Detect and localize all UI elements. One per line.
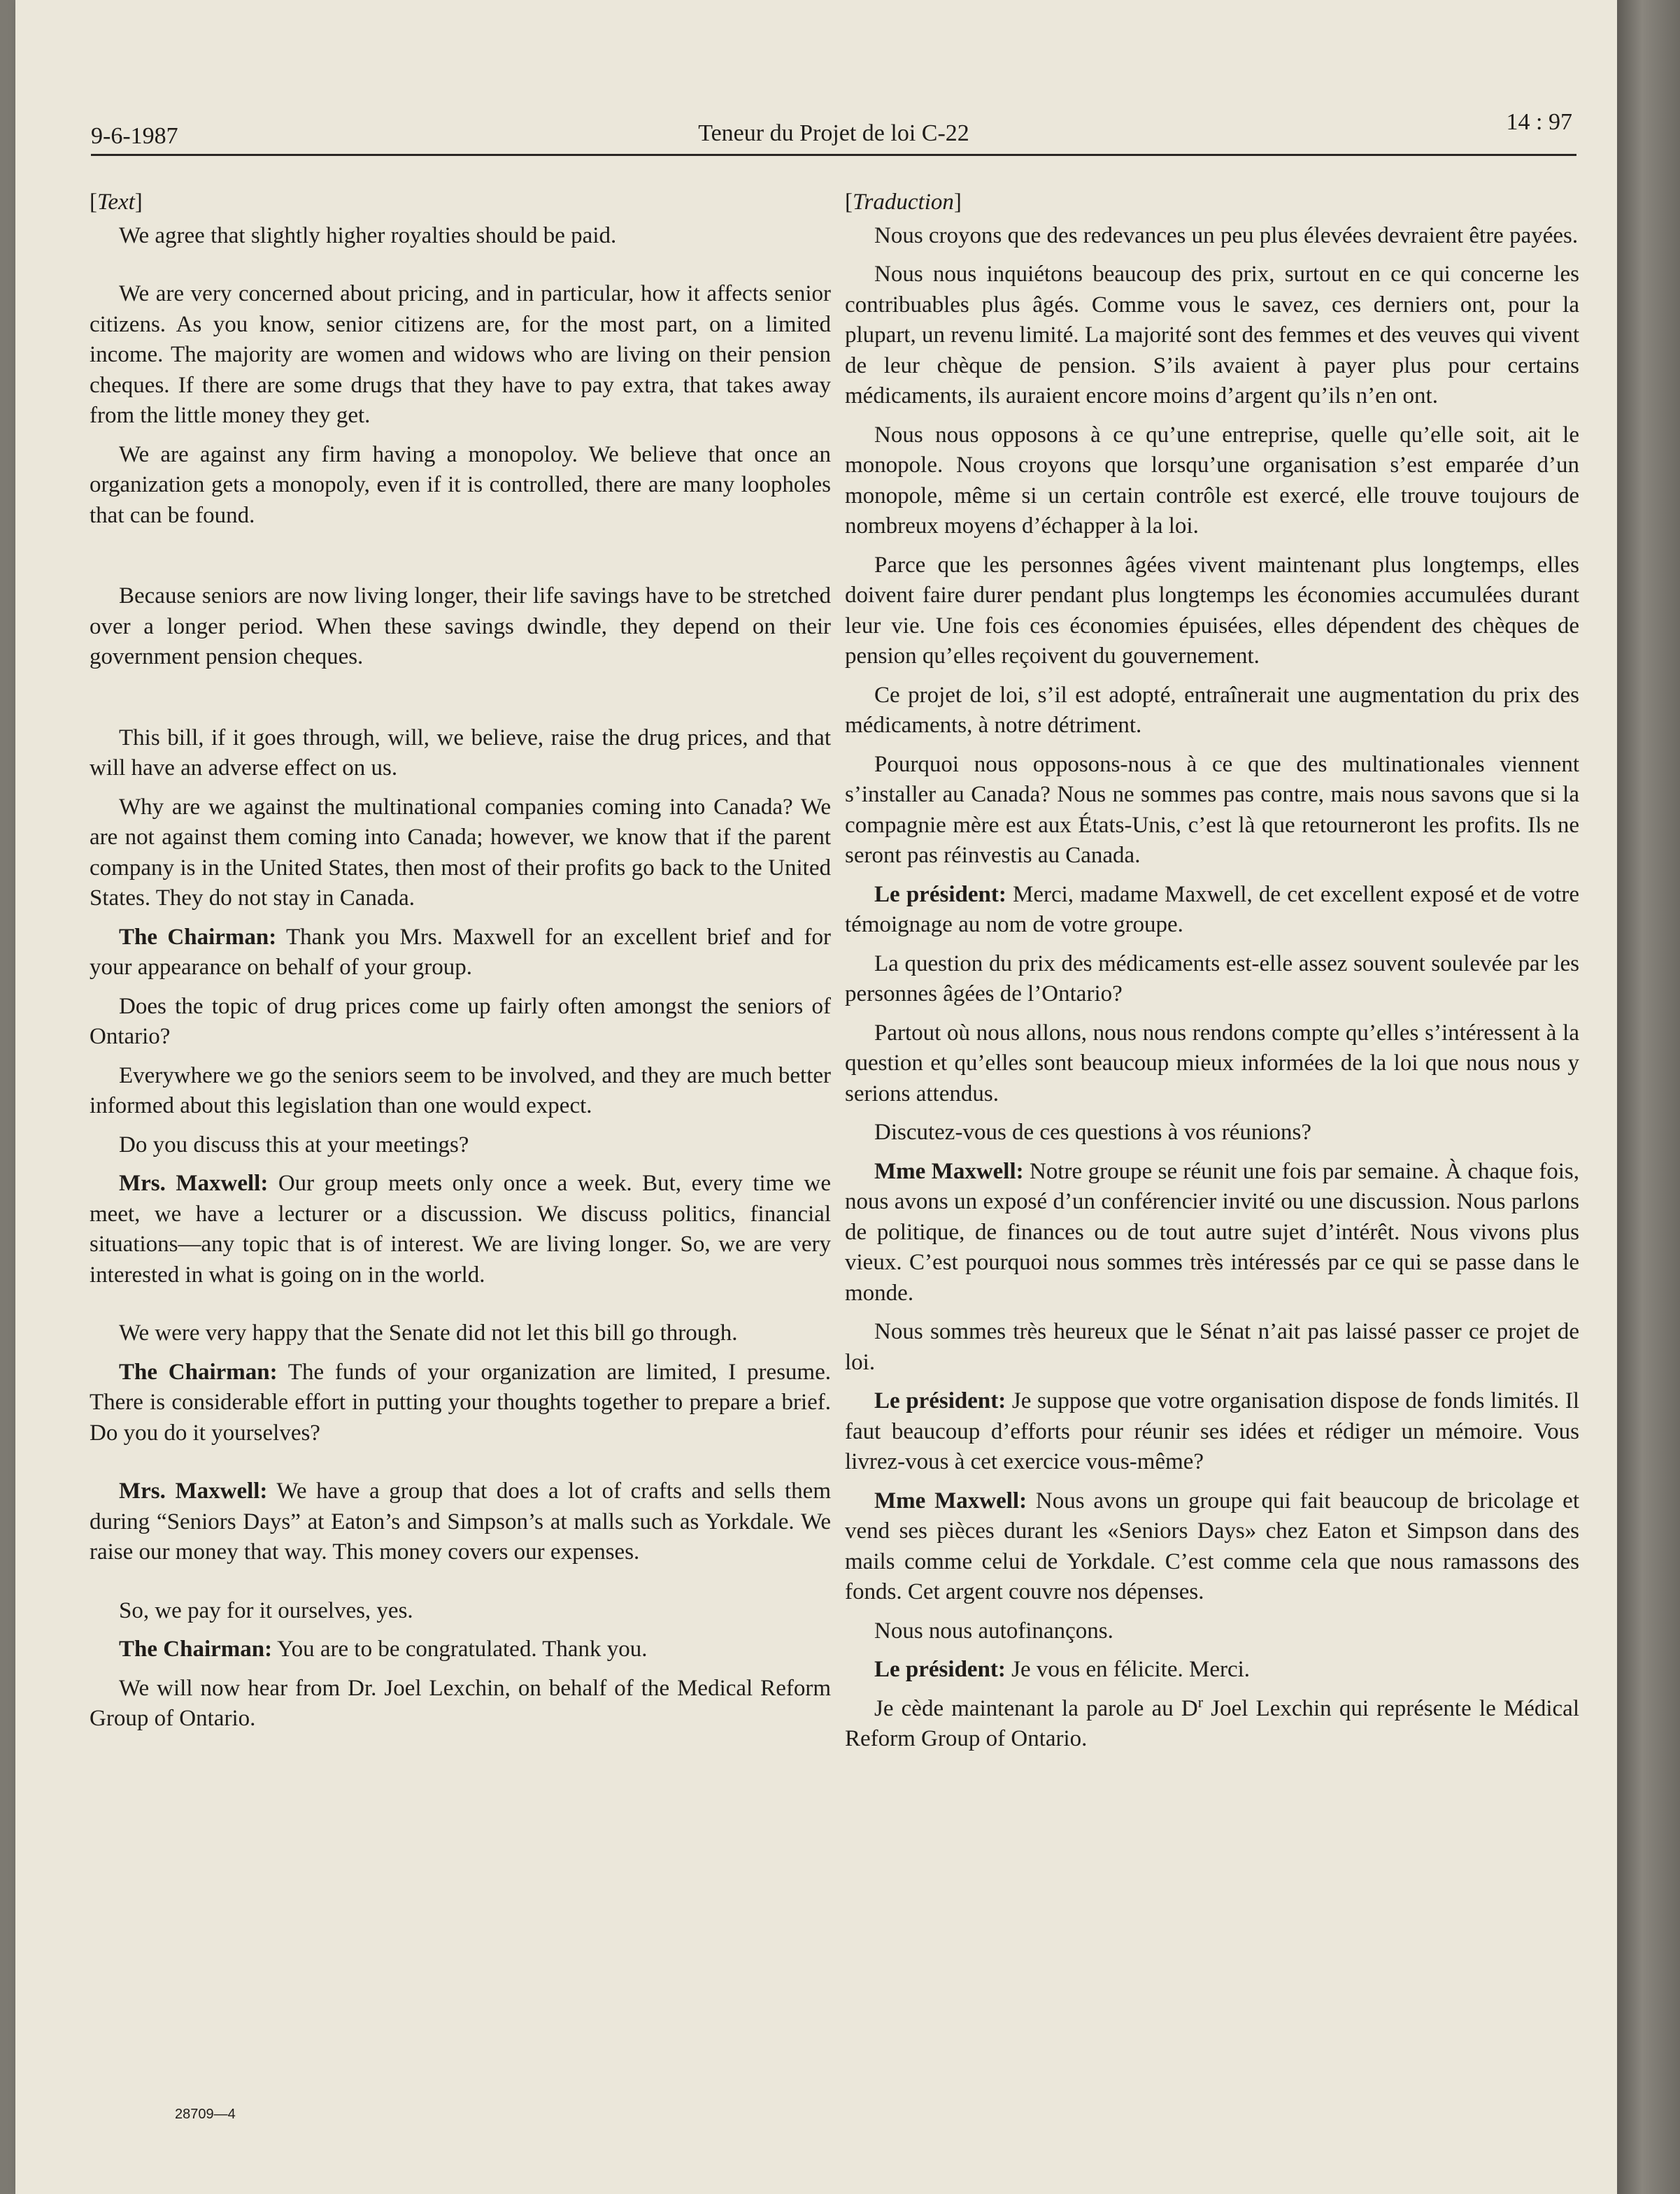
paragraph: This bill, if it goes through, will, we believe, raise the drug prices, and that will have an adverse effect on us. [90, 725, 831, 781]
speaker-paragraph: Le président: Je suppose que votre organisation dispose de fonds limités. Il faut beaucoup d’efforts pour réunir ses idées et rédiger un mémoire. Vous livrez-vous à cet exercice vous-même? [845, 1388, 1579, 1474]
paragraph: Everywhere we go the seniors seem to be involved, and they are much better informed about this legislation than one would expect. [90, 1062, 831, 1118]
speaker-paragraph: The Chairman: The funds of your organization are limited, I presume. There is considerable effort in putting your thoughts together to prepare a brief. Do you do it yourselves? [90, 1359, 831, 1446]
speaker-paragraph: Mme Maxwell: Notre groupe se réunit une fois par semaine. À chaque fois, nous avons un exposé d’un conférencier invité ou une discussion. Nous parlons de politique, de finances ou de tout autre sujet d’intérêt. Nous vivons plus vieux. C’est pourquoi nous sommes très intéressés par ce qui se passe dans le monde. [845, 1158, 1579, 1306]
speaker-paragraph: Le président: Je vous en félicite. Merci. [874, 1657, 1251, 1682]
paragraph: Discutez-vous de ces questions à vos réunions? [874, 1120, 1312, 1145]
paragraph: Nous nous opposons à ce qu’une entreprise, quelle qu’elle soit, ait le monopole. Nous croyons que lorsqu’une organisation s’est emparée d’un monopole, même si un certain contrôle est exercé, elle trouve toujours de nombreux moyens d’échapper à la loi. [845, 422, 1579, 539]
paragraph: We will now hear from Dr. Joel Lexchin, on behalf of the Medical Reform Group of Ontario. [90, 1675, 831, 1731]
page-edge-shadow [1617, 0, 1680, 2194]
speaker-label: Le président: [874, 881, 1006, 907]
paragraph: Je cède maintenant la parole au $D^r$ Joel Lexchin qui représente le Médical Reform Group of Ontario. [845, 1693, 1579, 1751]
document-page [15, 0, 1617, 2194]
paragraph: So, we pay for it ourselves, yes. [119, 1597, 413, 1623]
header-date: 9-6-1987 [91, 123, 178, 149]
speaker-label: Mrs. Maxwell: [119, 1171, 269, 1196]
speaker-paragraph: The Chairman: You are to be congratulated. Thank you. [119, 1637, 648, 1662]
paragraph: Pourquoi nous opposons-nous à ce que des multinationales viennent s’installer au Canada? Nous ne sommes pas contre, mais nous savons que si la compagnie mère est aux États-Unis, c’est là que retourneront les profits. Ils ne seront pas réinvestis au Canada. [845, 751, 1579, 868]
paragraph: We were very happy that the Senate did not let this bill go through. [119, 1320, 738, 1346]
page-header [91, 105, 1576, 156]
column-tag: [Traduction] [845, 190, 962, 215]
speaker-label: Le président: [874, 1388, 1006, 1413]
paragraph: Parce que les personnes âgées vivent maintenant plus longtemps, elles doivent faire durer pendant plus longtemps les économies accumulées durant leur vie. Une fois ces économies épuisées, elles dépendent des chèques de pension qu’elles reçoivent du gouvernement. [845, 552, 1579, 669]
paragraph: La question du prix des médicaments est-elle assez souvent soulevée par les personnes âgées de l’Ontario? [845, 950, 1579, 1006]
speaker-paragraph: Mme Maxwell: Nous avons un groupe qui fait beaucoup de bricolage et vend ses pièces durant les «Seniors Days» chez Eaton et Simpson dans des mails comme celui de Yorkdale. C’est comme cela que nous ramassons des fonds. Cet argent couvre nos dépenses. [845, 1488, 1579, 1604]
speaker-paragraph: Mrs. Maxwell: Our group meets only once a week. But, every time we meet, we have a lecturer or a discussion. We discuss politics, financial situations—any topic that is of interest. We are living longer. So, we are very interested in what is going on in the world. [90, 1171, 831, 1288]
paragraph: Nous nous autofinançons. [874, 1618, 1113, 1644]
french-column [845, 187, 1579, 1763]
column-tag: [Text] [90, 190, 143, 215]
speaker-label: Mme Maxwell: [874, 1158, 1024, 1184]
paragraph: Because seniors are now living longer, their life savings have to be stretched over a longer period. When these savings dwindle, they depend on their government pension cheques. [90, 583, 831, 669]
paragraph: We are against any firm having a monopoloy. We believe that once an organization gets a monopoly, even if it is controlled, there are many loopholes that can be found. [90, 441, 831, 528]
speaker-label: The Chairman: [119, 1359, 278, 1385]
speaker-paragraph: Mrs. Maxwell: We have a group that does a lot of crafts and sells them during “Seniors Days” at Eaton’s and Simpson’s at malls such as Yorkdale. We raise our money that way. This money covers our expenses. [90, 1479, 831, 1565]
speaker-paragraph: The Chairman: Thank you Mrs. Maxwell for an excellent brief and for your appearance on behalf of your group. [90, 924, 832, 980]
paragraph: We agree that slightly higher royalties should be paid. [119, 222, 617, 248]
paragraph: Partout où nous allons, nous nous rendons compte qu’elles s’intéressent à la question et qu’elles sont beaucoup mieux informées de la loi que nous nous y serions attendus. [845, 1020, 1579, 1106]
paragraph: We are very concerned about pricing, and in particular, how it affects senior citizens. As you know, senior citizens are, for the most part, on a limited income. The majority are women and widows who are living on their pension cheques. If there are some drugs that they have to pay extra, that takes away from the little money they get. [90, 281, 831, 428]
paragraph: Why are we against the multinational companies coming into Canada? We are not against them coming into Canada; however, we know that if the parent company is in the United States, then most of their profits go back to the United States. They do not stay in Canada. [90, 794, 831, 911]
speaker-label: The Chairman: [119, 1637, 273, 1662]
speaker-label: The Chairman: [119, 924, 277, 950]
paragraph: Nous nous inquiétons beaucoup des prix, surtout en ce qui concerne les contribuables plus âgés. Comme vous le savez, ces derniers ont, pour la plupart, un revenu limité. La majorité sont des femmes et des veuves qui vivent de leur chèque de pension. S’ils avaient à payer plus pour certains médicaments, ils auraient encore moins d’argent qu’ils n’en ont. [845, 262, 1579, 408]
english-column [90, 187, 831, 1743]
speaker-label: Le président: [874, 1657, 1006, 1682]
paragraph: Nous sommes très heureux que le Sénat n’ait pas laissé passer ce projet de loi. [845, 1319, 1579, 1375]
print-code: 28709—4 [175, 2107, 236, 2122]
speaker-label: Mrs. Maxwell: [119, 1479, 268, 1504]
paragraph: Do you discuss this at your meetings? [119, 1132, 469, 1157]
speaker-label: Mme Maxwell: [874, 1488, 1027, 1513]
paragraph: Ce projet de loi, s’il est adopté, entraînerait une augmentation du prix des médicaments, à notre détriment. [845, 682, 1579, 738]
paragraph: Nous croyons que des redevances un peu plus élevées devraient être payées. [874, 222, 1579, 248]
header-page-number: 14 : 97 [1506, 109, 1572, 135]
paragraph: Does the topic of drug prices come up fairly often amongst the seniors of Ontario? [90, 993, 831, 1049]
header-running-title: Teneur du Projet de loi C-22 [698, 120, 969, 146]
speaker-paragraph: Le président: Merci, madame Maxwell, de cet excellent exposé et de votre témoignage au nom de votre groupe. [845, 881, 1580, 937]
